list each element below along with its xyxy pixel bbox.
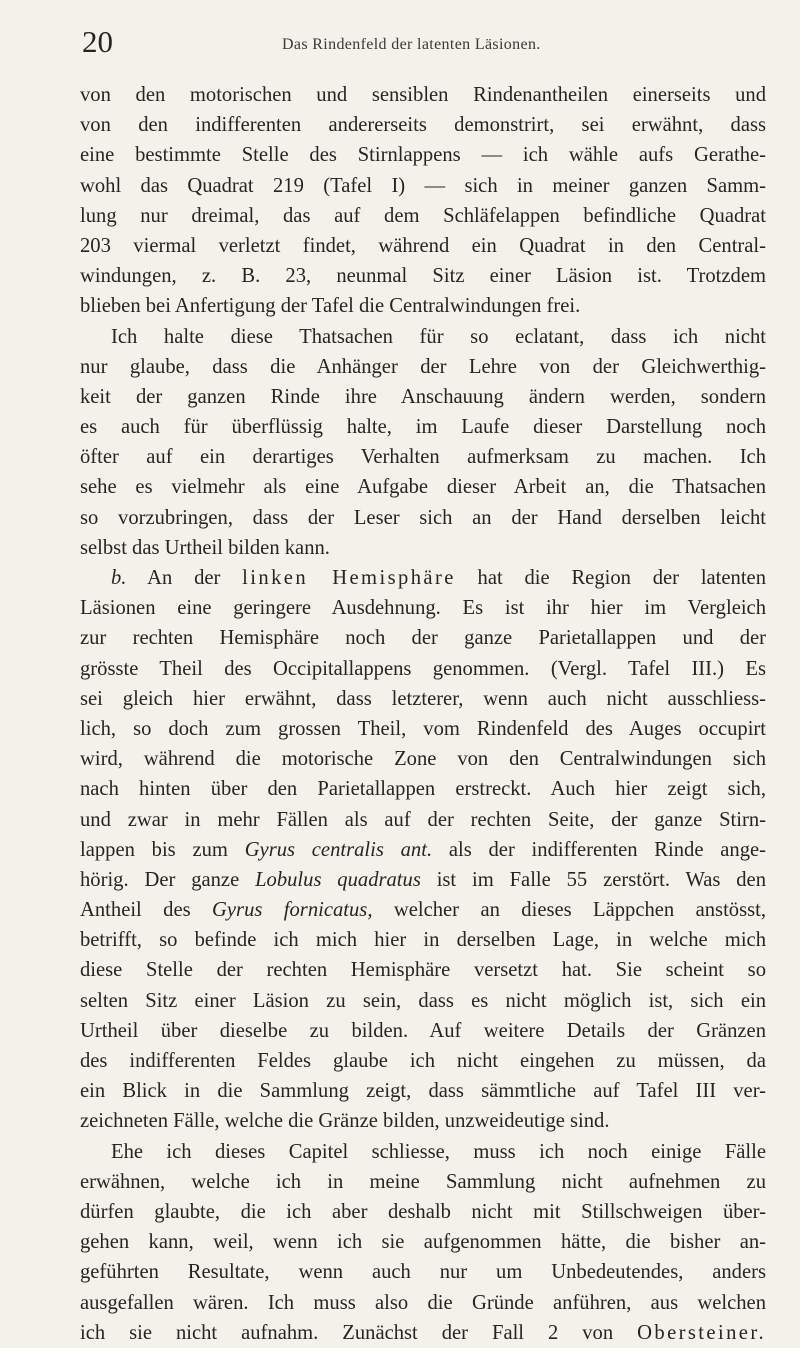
text-segment: ich sie nicht aufnahm. Zunächst der Fall 2 von bbox=[80, 1321, 638, 1344]
latin-term: Lobulus quadratus bbox=[255, 868, 421, 891]
text-line: diese Stelle der rechten Hemisphäre versetzt hat. Sie scheint so bbox=[80, 959, 766, 982]
text-line bbox=[80, 895, 766, 925]
text-line bbox=[80, 865, 766, 895]
running-title: Das Rindenfeld der latenten Läsionen. bbox=[282, 36, 541, 53]
text-line: es auch für überflüssig halte, im Laufe dieser Darstellung noch bbox=[80, 416, 766, 439]
page-header bbox=[82, 26, 740, 66]
text-line: dürfen glaubte, die ich aber deshalb nicht mit Stillschweigen über- bbox=[80, 1200, 766, 1223]
body-text bbox=[80, 80, 766, 1348]
text-line: windungen, z. B. 23, neunmal Sitz einer Läsion ist. Trotzdem bbox=[80, 265, 766, 288]
section-letter: b. bbox=[111, 567, 127, 589]
text-line: lich, so doch zum grossen Theil, vom Rindenfeld des Auges occupirt bbox=[80, 717, 766, 740]
text-line: geführten Resultate, wenn auch nur um Unbedeutendes, anders bbox=[80, 1261, 766, 1284]
text-line: Ich halte diese Thatsachen für so eclatant, dass ich nicht bbox=[111, 325, 766, 348]
text-line: sehe es vielmehr als eine Aufgabe dieser Arbeit an, die Thatsachen bbox=[80, 476, 766, 499]
author-name-spaced: Obersteiner. bbox=[637, 1321, 766, 1344]
text-segment: Antheil des bbox=[80, 899, 213, 922]
text-segment: hörig. Der ganze bbox=[80, 868, 256, 891]
text-line: selbst das Urtheil bilden kann. bbox=[80, 536, 330, 559]
text-line: blieben bei Anfertigung der Tafel die Centralwindungen frei. bbox=[80, 295, 581, 318]
text-line: ausgefallen wären. Ich muss also die Gründe anführen, aus welchen bbox=[80, 1291, 766, 1314]
text-segment: welcher an dieses Läppchen anstösst, bbox=[372, 899, 766, 922]
text-line: eine bestimmte Stelle des Stirnlappens — ich wähle aufs Gerathe- bbox=[80, 144, 766, 167]
text-line bbox=[80, 835, 766, 865]
text-line: betrifft, so befinde ich mich hier in derselben Lage, in welche mich bbox=[80, 929, 766, 952]
text-line: sei gleich hier erwähnt, dass letzterer, wenn auch nicht ausschliess- bbox=[80, 687, 766, 710]
page-number: 20 bbox=[82, 24, 113, 59]
text-segment: An der bbox=[126, 567, 243, 589]
text-segment: hat die Region der latenten bbox=[455, 567, 766, 589]
text-line: Urtheil über dieselbe zu bilden. Auf weitere Details der Gränzen bbox=[80, 1019, 766, 1042]
text-line: lung nur dreimal, das auf dem Schläfelappen befindliche Quadrat bbox=[80, 204, 766, 227]
text-segment: ist im Falle 55 zerstört. Was den bbox=[420, 868, 766, 891]
text-line: von den motorischen und sensiblen Rindenantheilen einerseits und bbox=[80, 84, 766, 106]
text-line: öfter auf ein derartiges Verhalten aufmerksam zu machen. Ich bbox=[80, 446, 766, 469]
text-line: wird, während die motorische Zone von den Centralwindungen sich bbox=[80, 748, 766, 771]
text-line: keit der ganzen Rinde ihre Anschauung ändern werden, sondern bbox=[80, 385, 766, 408]
text-line: nur glaube, dass die Anhänger der Lehre von der Gleichwerthig- bbox=[80, 355, 766, 378]
text-segment: lappen bis zum bbox=[80, 838, 245, 861]
text-line: selten Sitz einer Läsion zu sein, dass es nicht möglich ist, sich ein bbox=[80, 989, 766, 1012]
text-line: Läsionen eine geringere Ausdehnung. Es ist ihr hier im Vergleich bbox=[80, 597, 766, 620]
latin-term: Gyrus centralis ant. bbox=[244, 838, 433, 861]
text-line: und zwar in mehr Fällen als auf der rechten Seite, der ganze Stirn- bbox=[80, 808, 766, 831]
text-line: 203 viermal verletzt findet, während ein Quadrat in den Central- bbox=[80, 234, 766, 257]
text-line: des indifferenten Feldes glaube ich nicht eingehen zu müssen, da bbox=[80, 1050, 766, 1072]
text-line: gehen kann, weil, wenn ich sie aufgenommen hätte, die bisher an- bbox=[80, 1231, 766, 1254]
text-line: wohl das Quadrat 219 (Tafel I) — sich in meiner ganzen Samm- bbox=[80, 174, 766, 197]
text-line: zur rechten Hemisphäre noch der ganze Parietallappen und der bbox=[80, 627, 766, 650]
latin-term: Gyrus fornicatus, bbox=[212, 899, 373, 922]
text-line: ein Blick in die Sammlung zeigt, dass sämmtliche auf Tafel III ver- bbox=[80, 1080, 766, 1103]
text-line: grösste Theil des Occipitallappens genommen. (Vergl. Tafel III.) Es bbox=[80, 657, 766, 680]
text-line: Ehe ich dieses Capitel schliesse, muss ich noch einige Fälle bbox=[111, 1140, 766, 1163]
text-line: von den indifferenten andererseits demonstrirt, sei erwähnt, dass bbox=[80, 114, 766, 137]
emphasis-spaced: linken Hemisphäre bbox=[242, 567, 456, 589]
text-line bbox=[80, 563, 766, 593]
text-line: nach hinten über den Parietallappen erstreckt. Auch hier zeigt sich, bbox=[80, 778, 766, 801]
text-line: zeichneten Fälle, welche die Gränze bilden, unzweideutige sind. bbox=[80, 1110, 610, 1133]
text-line: erwähnen, welche ich in meine Sammlung nicht aufnehmen zu bbox=[80, 1170, 766, 1193]
text-segment: als der indifferenten Rinde ange- bbox=[432, 838, 766, 861]
text-line: so vorzubringen, dass der Leser sich an der Hand derselben leicht bbox=[80, 506, 766, 529]
text-line bbox=[80, 1318, 766, 1348]
